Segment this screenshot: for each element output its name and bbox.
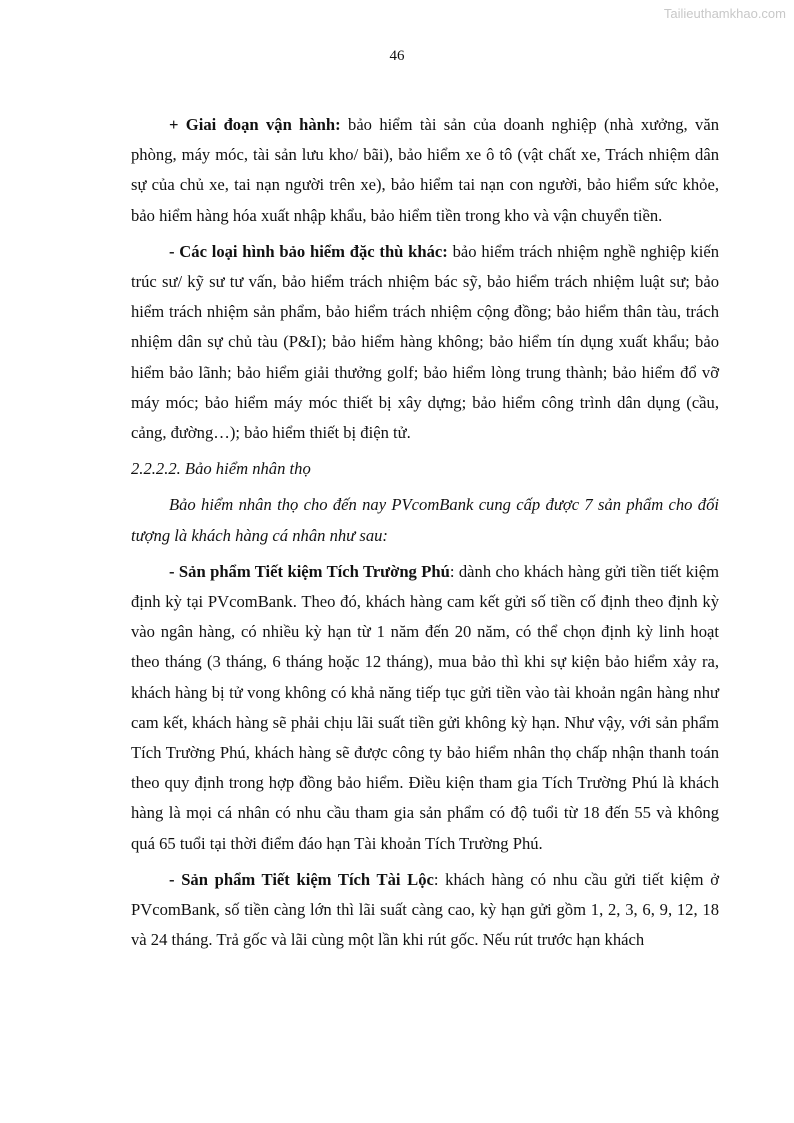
paragraph-lead: + Giai đoạn vận hành: bbox=[169, 115, 341, 134]
section-heading: 2.2.2.2. Bảo hiểm nhân thọ bbox=[131, 459, 311, 479]
section-intro: Bảo hiểm nhân thọ cho đến nay PVcomBank cung cấp được 7 sản phẩm cho đối tượng là khách hàng cá nhân như sau: bbox=[131, 495, 719, 545]
paragraph-operation-stage bbox=[131, 110, 719, 231]
paragraph-product-truong-phu bbox=[131, 557, 719, 859]
paragraph-text: bảo hiểm tài sản của doanh nghiệp (nhà xưởng, văn phòng, máy móc, tài sản lưu kho/ bãi), bảo hiểm xe ô tô (vật chất xe, Trách nhiệm dân sự của chủ xe, tai nạn người trên xe), bảo hiểm tai nạn con người, bảo hiểm sức khỏe, bảo hiểm hàng hóa xuất nhập khẩu, bảo hiểm tiền trong kho và vận chuyển tiền. bbox=[131, 115, 720, 225]
paragraph-text: : dành cho khách hàng gửi tiền tiết kiệm định kỳ tại PVcomBank. Theo đó, khách hàng cam kết gửi số tiền cố định theo định kỳ vào ngân hàng, có nhiều kỳ hạn từ 1 năm đến 20 năm, có thể chọn định kỳ linh hoạt theo tháng (3 tháng, 6 tháng hoặc 12 tháng), mua bảo thì khi sự kiện bảo hiểm xảy ra, khách hàng bị tử vong không có khả năng tiếp tục gửi tiền vào tài khoản ngân hàng như cam kết, khách hàng sẽ phải chịu lãi suất tiền gửi không kỳ hạn. Như vậy, với sản phẩm Tích Trường Phú, khách hàng sẽ được công ty bảo hiểm nhân thọ chấp nhận thanh toán theo quy định trong hợp đồng bảo hiểm. Điều kiện tham gia Tích Trường Phú là khách hàng là mọi cá nhân có nhu cầu tham gia sản phẩm có độ tuổi từ 18 đến 55 và không quá 65 tuổi tại thời điểm đáo hạn Tài khoản Tích Trường Phú. bbox=[131, 561, 719, 853]
paragraph-lead: - Sản phẩm Tiết kiệm Tích Trường Phú bbox=[169, 561, 450, 581]
watermark: Tailieuthamkhao.com bbox=[663, 6, 786, 21]
paragraph-lead: - Các loại hình bảo hiểm đặc thù khác: bbox=[169, 241, 448, 261]
paragraph-special-insurance bbox=[131, 237, 719, 448]
paragraph-text: : khách hàng có nhu cầu gửi tiết kiệm ở PVcomBank, số tiền càng lớn thì lãi suất càng cao, kỳ hạn gửi gồm 1, 2, 3, 6, 9, 12, 18 và 24 tháng. Trả gốc và lãi cùng một lần khi rút gốc. Nếu rút trước hạn khách bbox=[131, 869, 719, 950]
paragraph-lead: - Sản phẩm Tiết kiệm Tích Tài Lộc bbox=[169, 869, 434, 889]
page-number: 46 bbox=[389, 48, 405, 64]
document-body bbox=[131, 110, 719, 961]
paragraph-product-tai-loc bbox=[131, 865, 719, 956]
paragraph-text: bảo hiểm trách nhiệm nghề nghiệp kiến trúc sư/ kỹ sư tư vấn, bảo hiểm trách nhiệm bác sỹ, bảo hiểm trách nhiệm luật sư; bảo hiểm trách nhiệm sản phẩm, bảo hiểm trách nhiệm cộng đồng; bảo hiểm thân tàu, trách nhiệm dân sự chủ tàu (P&I); bảo hiểm hàng không; bảo hiểm tín dụng xuất khẩu; bảo hiểm bảo lãnh; bảo hiểm giải thưởng golf; bảo hiểm lòng trung thành; bảo hiểm đổ vỡ máy móc; bảo hiểm máy móc thiết bị xây dựng; bảo hiểm công trình dân dụng (cầu, cảng, đường…); bảo hiểm thiết bị điện tử. bbox=[131, 241, 719, 443]
